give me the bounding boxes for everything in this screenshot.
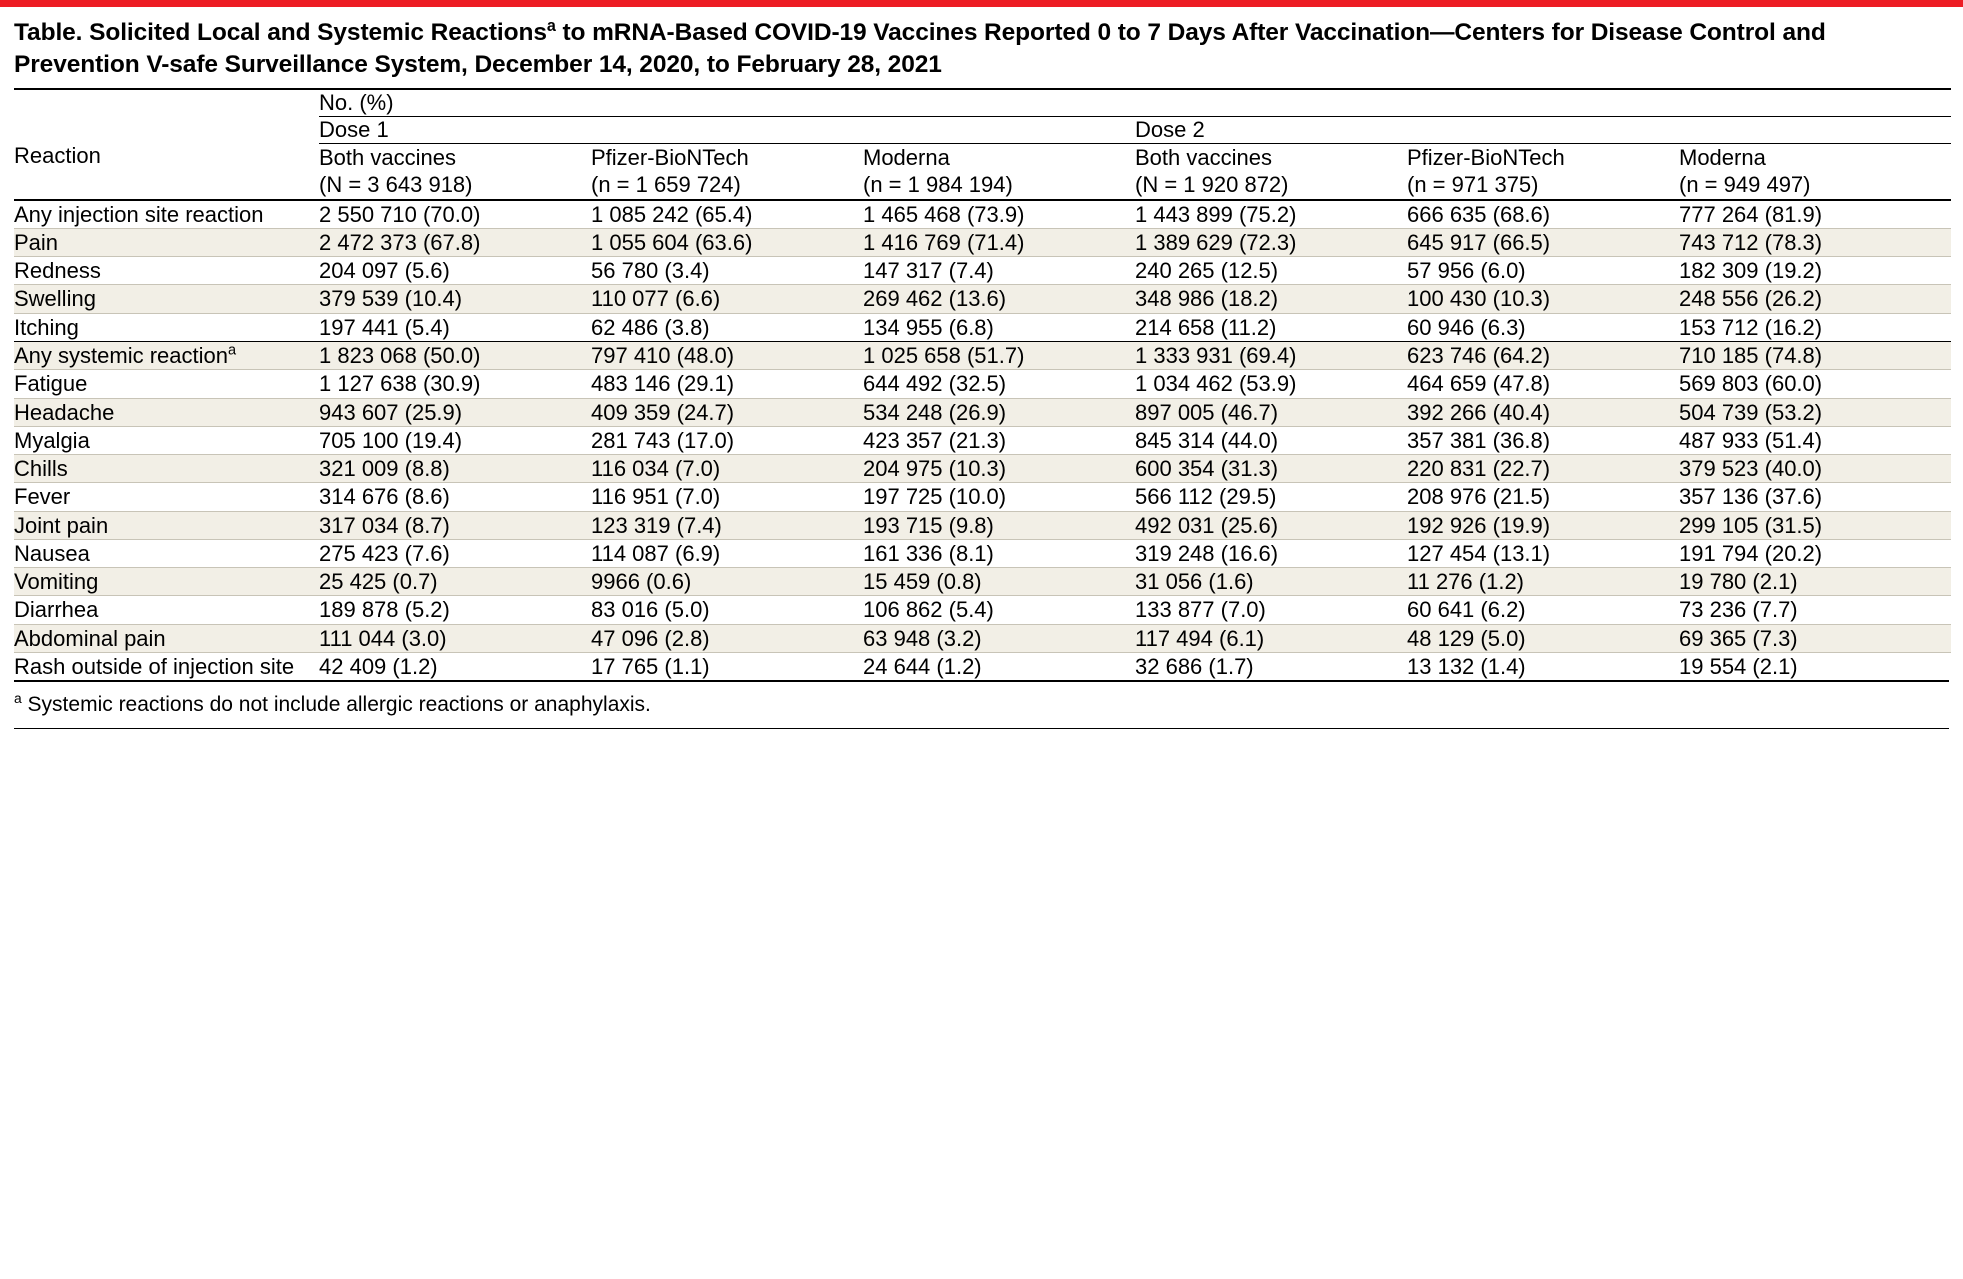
row-value: 1 034 462 (53.9) xyxy=(1135,370,1407,398)
table-row xyxy=(14,285,1951,313)
table-body xyxy=(14,200,1951,681)
header-col-1-n: (n = 1 659 724) xyxy=(591,172,741,198)
row-value: 623 746 (64.2) xyxy=(1407,341,1679,369)
row-value: 348 986 (18.2) xyxy=(1135,285,1407,313)
row-value: 1 465 468 (73.9) xyxy=(863,200,1135,229)
header-col-4-name: Pfizer-BioNTech xyxy=(1407,144,1565,170)
row-value: 193 715 (9.8) xyxy=(863,511,1135,539)
row-value: 197 725 (10.0) xyxy=(863,483,1135,511)
row-value: 487 933 (51.4) xyxy=(1679,426,1951,454)
header-reaction: Reaction xyxy=(14,143,101,169)
header-col-1-name: Pfizer-BioNTech xyxy=(591,144,749,170)
table-row xyxy=(14,228,1951,256)
table-row xyxy=(14,257,1951,285)
table-row xyxy=(14,539,1951,567)
header-col-0 xyxy=(319,143,591,200)
row-value: 220 831 (22.7) xyxy=(1407,455,1679,483)
row-label: Fatigue xyxy=(14,370,319,398)
header-col-5-name: Moderna xyxy=(1679,144,1766,170)
row-value: 409 359 (24.7) xyxy=(591,398,863,426)
row-value: 1 127 638 (30.9) xyxy=(319,370,591,398)
table-row xyxy=(14,370,1951,398)
row-value: 1 443 899 (75.2) xyxy=(1135,200,1407,229)
row-value: 379 539 (10.4) xyxy=(319,285,591,313)
table-row xyxy=(14,200,1951,229)
table-row xyxy=(14,398,1951,426)
header-col-0-n: (N = 3 643 918) xyxy=(319,172,473,198)
page-title xyxy=(14,17,1949,82)
row-label: Pain xyxy=(14,228,319,256)
table-row xyxy=(14,568,1951,596)
title-prefix: Table. Solicited Local and Systemic Reactions xyxy=(14,19,547,46)
row-label: Nausea xyxy=(14,539,319,567)
row-value: 269 462 (13.6) xyxy=(863,285,1135,313)
row-value: 197 441 (5.4) xyxy=(319,313,591,341)
row-value: 644 492 (32.5) xyxy=(863,370,1135,398)
row-value: 1 416 769 (71.4) xyxy=(863,228,1135,256)
title-footnote-marker: a xyxy=(546,16,556,35)
row-value: 705 100 (19.4) xyxy=(319,426,591,454)
row-value: 161 336 (8.1) xyxy=(863,539,1135,567)
table-footnote xyxy=(0,682,1963,718)
row-value: 281 743 (17.0) xyxy=(591,426,863,454)
row-value: 191 794 (20.2) xyxy=(1679,539,1951,567)
row-value: 106 862 (5.4) xyxy=(863,596,1135,624)
row-value: 56 780 (3.4) xyxy=(591,257,863,285)
table-row xyxy=(14,455,1951,483)
row-value: 19 554 (2.1) xyxy=(1679,652,1951,680)
footnote-marker: a xyxy=(14,690,22,707)
footer-rule xyxy=(14,728,1949,729)
row-value: 1 823 068 (50.0) xyxy=(319,341,591,369)
row-label: Headache xyxy=(14,398,319,426)
table-row xyxy=(14,341,1951,369)
row-value: 1 389 629 (72.3) xyxy=(1135,228,1407,256)
row-label: Any injection site reaction xyxy=(14,200,319,229)
row-value: 423 357 (21.3) xyxy=(863,426,1135,454)
row-value: 11 276 (1.2) xyxy=(1407,568,1679,596)
row-value: 116 951 (7.0) xyxy=(591,483,863,511)
table-row xyxy=(14,596,1951,624)
table-title-block xyxy=(0,7,1963,88)
header-row-dose xyxy=(14,116,1951,143)
row-value: 60 946 (6.3) xyxy=(1407,313,1679,341)
header-row-columns xyxy=(14,143,1951,200)
row-value: 123 319 (7.4) xyxy=(591,511,863,539)
row-label: Redness xyxy=(14,257,319,285)
table-row xyxy=(14,652,1951,680)
row-value: 19 780 (2.1) xyxy=(1679,568,1951,596)
row-value: 845 314 (44.0) xyxy=(1135,426,1407,454)
header-col-5 xyxy=(1679,143,1951,200)
row-label: Vomiting xyxy=(14,568,319,596)
row-value: 1 333 931 (69.4) xyxy=(1135,341,1407,369)
row-value: 17 765 (1.1) xyxy=(591,652,863,680)
row-value: 110 077 (6.6) xyxy=(591,285,863,313)
header-col-2-name: Moderna xyxy=(863,144,950,170)
header-col-3 xyxy=(1135,143,1407,200)
header-col-4 xyxy=(1407,143,1679,200)
row-label: Fever xyxy=(14,483,319,511)
row-value: 240 265 (12.5) xyxy=(1135,257,1407,285)
row-value: 204 975 (10.3) xyxy=(863,455,1135,483)
table-row xyxy=(14,313,1951,341)
row-label: Myalgia xyxy=(14,426,319,454)
row-value: 319 248 (16.6) xyxy=(1135,539,1407,567)
row-value: 569 803 (60.0) xyxy=(1679,370,1951,398)
row-value: 566 112 (29.5) xyxy=(1135,483,1407,511)
header-col-4-n: (n = 971 375) xyxy=(1407,172,1539,198)
row-value: 777 264 (81.9) xyxy=(1679,200,1951,229)
row-label-footnote-marker: a xyxy=(227,342,237,359)
title-rest: to mRNA-Based COVID-19 Vaccines Reported 0 to 7 Days After Vaccination—Centers for Disease Control and Prevention V-safe Surveillance System, December 14, 2020, to February 28, 2021 xyxy=(14,19,1826,79)
row-value: 9966 (0.6) xyxy=(591,568,863,596)
row-value: 666 635 (68.6) xyxy=(1407,200,1679,229)
header-col-5-n: (n = 949 497) xyxy=(1679,172,1811,198)
row-value: 117 494 (6.1) xyxy=(1135,624,1407,652)
row-value: 134 955 (6.8) xyxy=(863,313,1135,341)
row-value: 83 016 (5.0) xyxy=(591,596,863,624)
row-label: Chills xyxy=(14,455,319,483)
row-label: Abdominal pain xyxy=(14,624,319,652)
table-row xyxy=(14,483,1951,511)
row-value: 47 096 (2.8) xyxy=(591,624,863,652)
row-value: 2 472 373 (67.8) xyxy=(319,228,591,256)
row-value: 100 430 (10.3) xyxy=(1407,285,1679,313)
header-col-2 xyxy=(863,143,1135,200)
top-red-rule xyxy=(0,0,1963,7)
row-value: 73 236 (7.7) xyxy=(1679,596,1951,624)
table-row xyxy=(14,426,1951,454)
row-value: 392 266 (40.4) xyxy=(1407,398,1679,426)
row-value: 133 877 (7.0) xyxy=(1135,596,1407,624)
row-label: Itching xyxy=(14,313,319,341)
row-value: 153 712 (16.2) xyxy=(1679,313,1951,341)
row-value: 189 878 (5.2) xyxy=(319,596,591,624)
footnote-text: Systemic reactions do not include allergic reactions or anaphylaxis. xyxy=(21,693,651,717)
row-label: Rash outside of injection site xyxy=(14,652,319,680)
header-blank-cell-2 xyxy=(14,116,319,143)
header-blank-cell xyxy=(14,89,319,117)
table-container xyxy=(0,88,1963,681)
row-value: 42 409 (1.2) xyxy=(319,652,591,680)
row-value: 69 365 (7.3) xyxy=(1679,624,1951,652)
row-value: 208 976 (21.5) xyxy=(1407,483,1679,511)
row-value: 60 641 (6.2) xyxy=(1407,596,1679,624)
row-value: 62 486 (3.8) xyxy=(591,313,863,341)
row-value: 314 676 (8.6) xyxy=(319,483,591,511)
row-value: 1 085 242 (65.4) xyxy=(591,200,863,229)
row-label: Any systemic reaction$^a$ xyxy=(14,341,319,369)
row-value: 464 659 (47.8) xyxy=(1407,370,1679,398)
reactions-table xyxy=(14,88,1951,681)
row-value: 504 739 (53.2) xyxy=(1679,398,1951,426)
row-value: 492 031 (25.6) xyxy=(1135,511,1407,539)
row-value: 13 132 (1.4) xyxy=(1407,652,1679,680)
header-dose-1: Dose 1 xyxy=(319,116,1135,143)
header-col-1 xyxy=(591,143,863,200)
row-value: 534 248 (26.9) xyxy=(863,398,1135,426)
row-value: 275 423 (7.6) xyxy=(319,539,591,567)
row-value: 600 354 (31.3) xyxy=(1135,455,1407,483)
table-row xyxy=(14,624,1951,652)
header-dose-2: Dose 2 xyxy=(1135,116,1951,143)
header-row-spanner xyxy=(14,89,1951,117)
row-value: 317 034 (8.7) xyxy=(319,511,591,539)
row-value: 63 948 (3.2) xyxy=(863,624,1135,652)
row-value: 943 607 (25.9) xyxy=(319,398,591,426)
row-value: 645 917 (66.5) xyxy=(1407,228,1679,256)
table-head xyxy=(14,89,1951,200)
row-value: 379 523 (40.0) xyxy=(1679,455,1951,483)
header-col-0-name: Both vaccines xyxy=(319,144,456,170)
row-value: 710 185 (74.8) xyxy=(1679,341,1951,369)
row-value: 357 136 (37.6) xyxy=(1679,483,1951,511)
row-value: 321 009 (8.8) xyxy=(319,455,591,483)
header-col-2-n: (n = 1 984 194) xyxy=(863,172,1013,198)
row-value: 15 459 (0.8) xyxy=(863,568,1135,596)
row-value: 25 425 (0.7) xyxy=(319,568,591,596)
row-value: 32 686 (1.7) xyxy=(1135,652,1407,680)
row-value: 299 105 (31.5) xyxy=(1679,511,1951,539)
row-value: 116 034 (7.0) xyxy=(591,455,863,483)
row-value: 111 044 (3.0) xyxy=(319,624,591,652)
row-label: Joint pain xyxy=(14,511,319,539)
row-label: Diarrhea xyxy=(14,596,319,624)
row-value: 2 550 710 (70.0) xyxy=(319,200,591,229)
row-value: 743 712 (78.3) xyxy=(1679,228,1951,256)
row-value: 127 454 (13.1) xyxy=(1407,539,1679,567)
row-value: 1 055 604 (63.6) xyxy=(591,228,863,256)
row-value: 248 556 (26.2) xyxy=(1679,285,1951,313)
row-value: 357 381 (36.8) xyxy=(1407,426,1679,454)
row-value: 182 309 (19.2) xyxy=(1679,257,1951,285)
row-value: 204 097 (5.6) xyxy=(319,257,591,285)
row-value: 1 025 658 (51.7) xyxy=(863,341,1135,369)
header-col-3-name: Both vaccines xyxy=(1135,144,1272,170)
row-value: 147 317 (7.4) xyxy=(863,257,1135,285)
row-value: 57 956 (6.0) xyxy=(1407,257,1679,285)
row-label: Swelling xyxy=(14,285,319,313)
row-value: 192 926 (19.9) xyxy=(1407,511,1679,539)
row-value: 31 056 (1.6) xyxy=(1135,568,1407,596)
row-value: 48 129 (5.0) xyxy=(1407,624,1679,652)
table-row xyxy=(14,511,1951,539)
row-value: 214 658 (11.2) xyxy=(1135,313,1407,341)
row-value: 797 410 (48.0) xyxy=(591,341,863,369)
header-col-3-n: (N = 1 920 872) xyxy=(1135,172,1289,198)
header-no-pct: No. (%) xyxy=(319,89,1951,117)
row-value: 897 005 (46.7) xyxy=(1135,398,1407,426)
row-value: 24 644 (1.2) xyxy=(863,652,1135,680)
row-value: 483 146 (29.1) xyxy=(591,370,863,398)
row-value: 114 087 (6.9) xyxy=(591,539,863,567)
